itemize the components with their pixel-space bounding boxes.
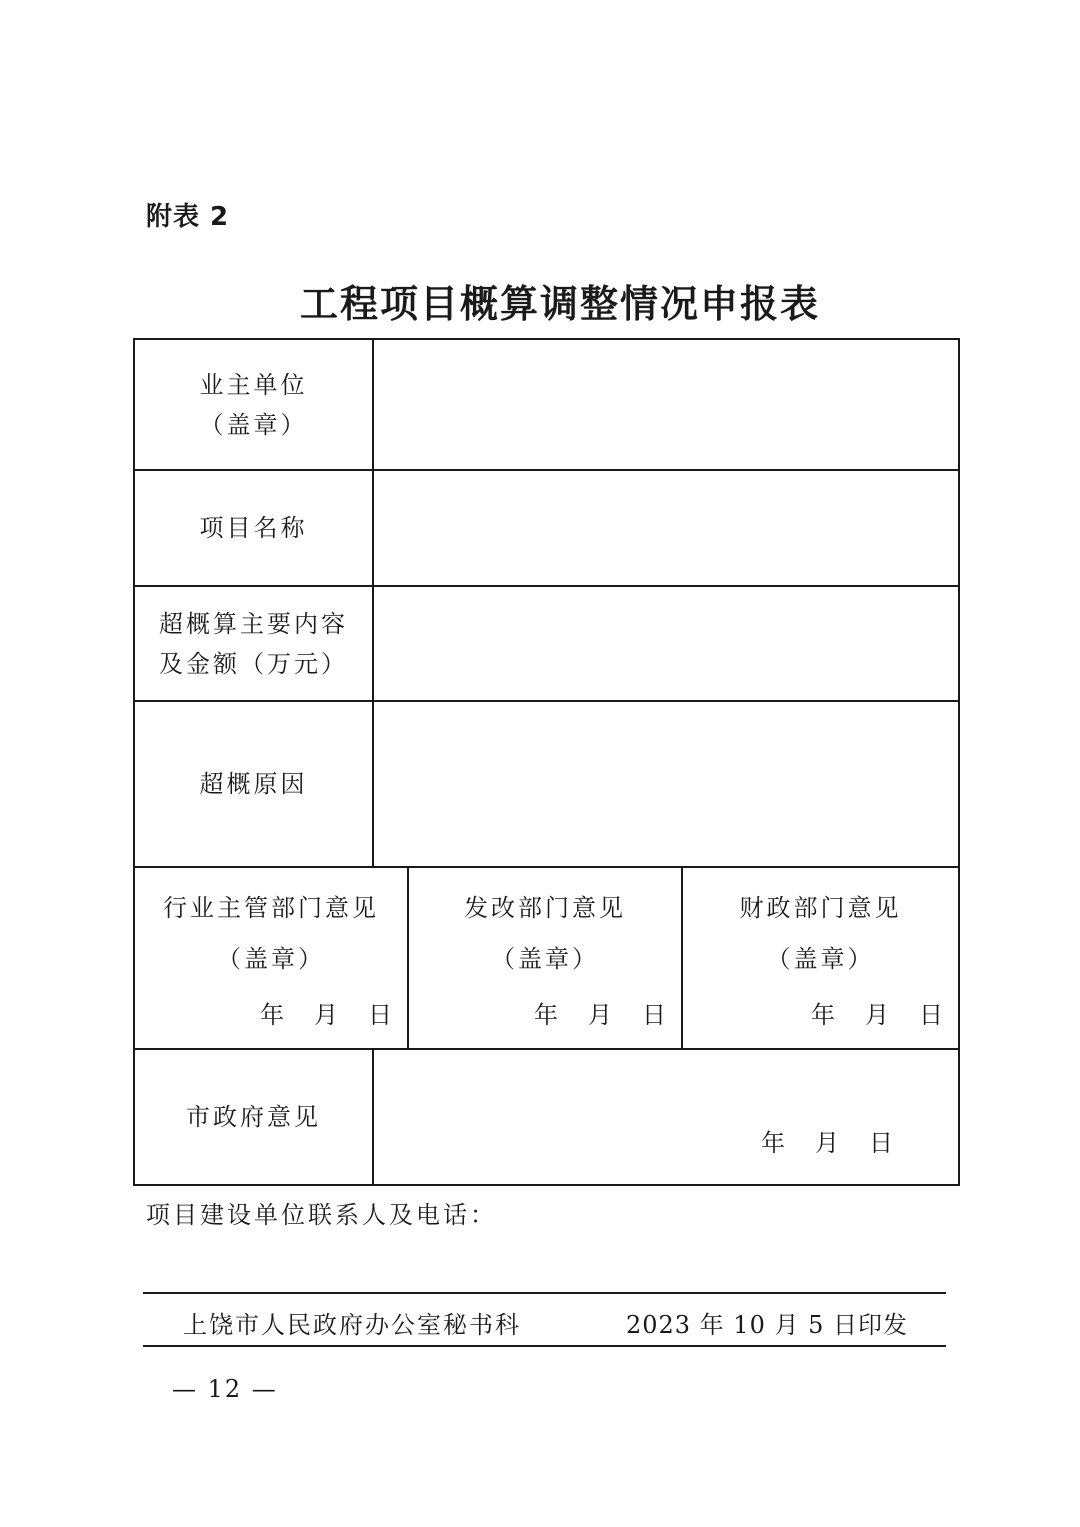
overbudget-reason-label: 超概原因 [199, 770, 308, 798]
project-name-label-cell [134, 470, 373, 586]
owner-unit-value-cell[interactable] [373, 339, 959, 470]
footer-top-rule [143, 1292, 946, 1294]
finance-dept-opinion-title: 财政部门意见 [739, 894, 902, 922]
overbudget-content-value-cell[interactable] [373, 586, 959, 701]
row-project-name [134, 470, 959, 586]
attachment-label: 附表 2 [146, 202, 230, 232]
overbudget-reason-value-cell[interactable] [373, 701, 959, 867]
row-overbudget-content [134, 586, 959, 701]
industry-dept-seal: （盖章） [217, 945, 325, 973]
row-city-government [134, 1049, 959, 1185]
row-department-opinions [134, 867, 959, 1049]
overbudget-content-label-cell [134, 586, 373, 701]
row-overbudget-reason [134, 701, 959, 867]
project-name-value-cell[interactable] [373, 470, 959, 586]
application-form-table [133, 338, 960, 1186]
overbudget-content-label-line2: 及金额（万元） [159, 649, 348, 678]
ndrc-dept-opinion-cell[interactable] [408, 867, 682, 1049]
footer-bottom-rule [143, 1345, 946, 1347]
page-number: — 12 — [172, 1375, 278, 1403]
finance-dept-opinion-cell[interactable] [682, 867, 959, 1049]
city-gov-label-cell [134, 1049, 373, 1185]
row-owner-unit [134, 339, 959, 470]
project-name-label: 项目名称 [199, 514, 308, 542]
finance-dept-date: 年 月 日 [811, 1001, 947, 1029]
city-gov-label: 市政府意见 [186, 1103, 321, 1131]
form-title: 工程项目概算调整情况申报表 [299, 281, 820, 326]
owner-unit-label: 业主单位 [199, 370, 308, 399]
industry-dept-opinion-cell[interactable] [134, 867, 408, 1049]
finance-dept-seal: （盖章） [766, 945, 875, 973]
city-gov-date: 年 月 日 [761, 1129, 897, 1157]
contact-label: 项目建设单位联系人及电话： [146, 1201, 497, 1229]
ndrc-dept-date: 年 月 日 [534, 1001, 669, 1029]
overbudget-content-label-line1: 超概算主要内容 [159, 609, 348, 638]
city-gov-value-cell[interactable] [373, 1049, 959, 1185]
ndrc-dept-opinion-title: 发改部门意见 [464, 894, 626, 922]
footer-issuer: 上饶市人民政府办公室秘书科 [183, 1311, 521, 1339]
owner-unit-seal: （盖章） [199, 410, 308, 439]
industry-dept-opinion-title: 行业主管部门意见 [163, 894, 379, 922]
overbudget-reason-label-cell [134, 701, 373, 867]
ndrc-dept-seal: （盖章） [491, 945, 599, 973]
industry-dept-date: 年 月 日 [260, 1001, 395, 1029]
owner-unit-label-cell [134, 339, 373, 470]
footer-issue-date: 2023 年 10 月 5 日印发 [625, 1311, 908, 1339]
